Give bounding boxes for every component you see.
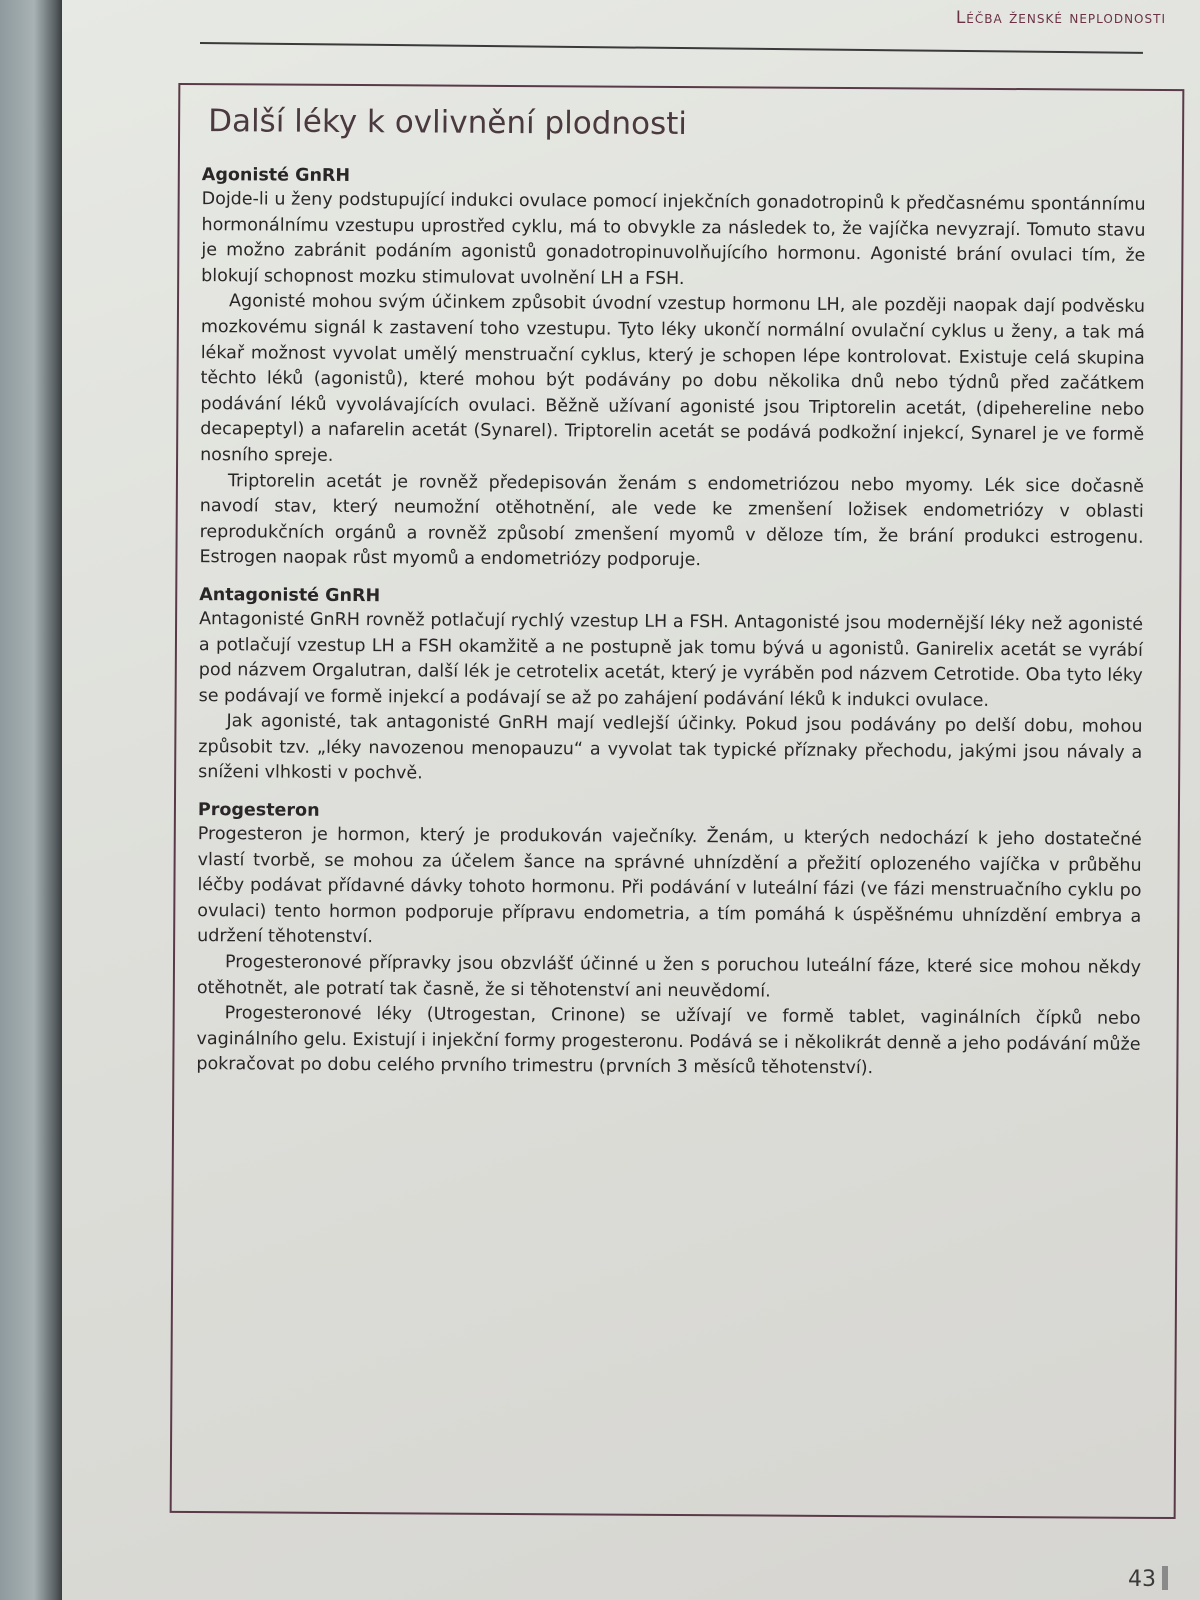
paragraph: Progesteronové přípravky jsou obzvlášť účinné u žen s poruchou luteální fáze, které sice mohou někdy otěhotnět, ale potratí tak časně, že si těhotenství ani neuvědomí. xyxy=(196,952,1142,1002)
page-number: 43 xyxy=(1128,1567,1156,1592)
article-body xyxy=(196,163,1146,1096)
paragraph: Triptorelin acetát je rovněž předepisován ženám s endometriózou nebo myomy. Lék sice dočasně navodí stav, který neumožní otěhotnění, ale vede ke zmenšení ložisek endometriózy v oblasti reprodukčních orgánů a rovněž způsobí zmenšení myomů v děloze tím, že brání produkci estrogenu. Estrogen naopak růst myomů a endometriózy podporuje. xyxy=(199,470,1144,571)
paragraph: Progesteron je hormon, který je produkován vaječníky. Ženám, u kterých nedochází k jeho dostatečné vlastí tvorbě, se mohou za účelem šance na správné uhnízdění a přežití oplozeného vajíčka v průběhu léčby podávat přídavné dávky tohoto hormonu. Při podávání v luteální fázi (ve fázi menstruačního cyklu po ovulaci) tento hormon podporuje přípravu endometria, a tím pomáhá k úspěšnému uhnízdění embrya a udržení těhotenství. xyxy=(197,824,1142,948)
section-heading: Antagonisté GnRH xyxy=(199,584,381,607)
book-gutter xyxy=(0,0,62,1600)
section-progesteron xyxy=(196,798,1142,1084)
paragraph: Agonisté mohou svým účinkem způsobit úvodní vzestup hormonu LH, ale později naopak dají podvěsku mozkovému signál k zastavení toho vzestupu. Tyto léky ukončí normální ovulační cyklus u ženy, a tak má lékař možnost vyvolat umělý menstruační cyklus, který je schopen lépe kontrolovat. Existuje celá skupina těchto léků (agonistů), které mohou být podávány po dobu několika dnů nebo týdnů před začátkem podávání léků vyvolávajících ovulaci. Běžně užívaní agonisté jsou Triptorelin acetát, (dipehereline nebo decapeptyl) a nafarelin acetát (Synarel). Triptorelin acetát se podává podkožní injekcí, Synarel je ve formě nosního spreje. xyxy=(200,291,1146,466)
page-number-marker xyxy=(1162,1566,1168,1590)
paragraph: Jak agonisté, tak antagonisté GnRH mají vedlejší účinky. Pokud jsou podávány po delší dobu, mohou způsobit tzv. „léky navozenou menopauzu“ a vyvolat tak typické příznaky přechodu, jakými jsou návaly a sníženi vlhkosti v pochvě. xyxy=(198,711,1143,784)
paragraph: Dojde-li u ženy podstupující indukci ovulace pomocí injekčních gonadotropinů k předčasnému spontánnímu hormonálnímu vzestupu uprostřed cyklu, má to obvykle za následek to, že vajíčka nevyzrají. Tomuto stavu je možno zabránit podáním agonistů gonadotropinuvolňujícího hormonu. Agonisté brání ovulaci tím, že blokují schopnost mozku stimulovat uvolnění LH a FSH. xyxy=(201,189,1146,289)
paragraph: Progesteronové léky (Utrogestan, Crinone) se užívají ve formě tablet, vaginálních čípků nebo vaginálního gelu. Existují i injekční formy progesteronu. Podává se i několikrát denně a jeho podávání může pokračovat po dobu celého prvního trimestru (prvních 3 měsíců těhotenství). xyxy=(196,1003,1141,1079)
header-rule xyxy=(200,42,1143,54)
section-agoniste xyxy=(199,163,1145,577)
section-heading: Progesteron xyxy=(197,800,320,821)
section-heading: Agonisté GnRH xyxy=(201,165,351,186)
content-frame xyxy=(170,83,1185,1519)
page-title: Další léky k ovlivnění plodnosti xyxy=(208,103,688,143)
running-head: Léčba ženské neplodnosti xyxy=(955,8,1166,28)
section-antagoniste xyxy=(198,583,1143,792)
paragraph: Antagonisté GnRH rovněž potlačují rychlý vzestup LH a FSH. Antagonisté jsou modernější léky než agonisté a potlačují vzestup LH a FSH okamžitě a ne postupně jak tomu bývá u agonistů. Ganirelix acetát se vyrábí pod názvem Orgalutran, další lék je cetrotelix acetát, který je vyráběn pod názvem Cetrotide. Oba tyto léky se podávají ve formě injekcí a podávají se až po zahájení podávání léků k indukci ovulace. xyxy=(198,608,1144,711)
book-page xyxy=(62,0,1200,1600)
